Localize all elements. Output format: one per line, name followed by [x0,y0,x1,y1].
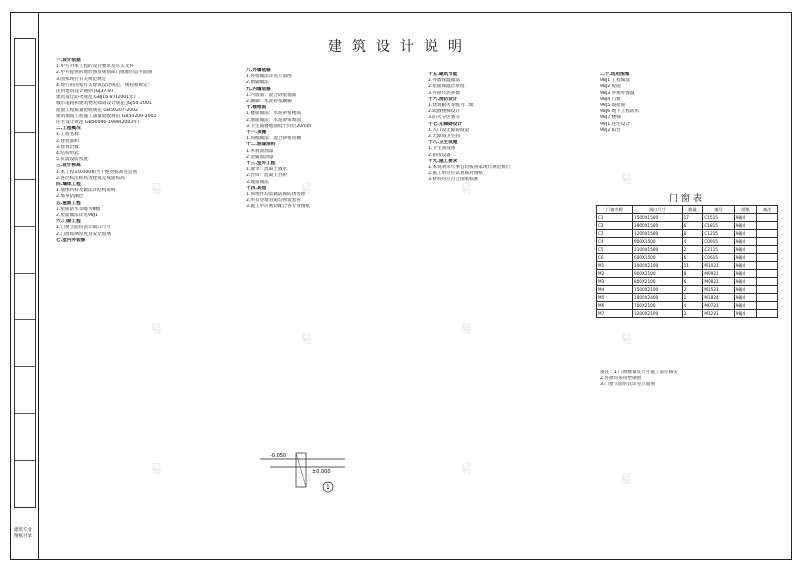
col1-line: 3.国家现行有关规范规定 [56,76,107,82]
table-cell: 600X1500 [633,254,683,262]
table-cell: 98J4 [734,286,756,294]
table-cell: 700X2100 [633,302,683,310]
notes-column-4 [600,72,785,134]
table-note-line: 2.外窗均采用塑钢窗 [600,376,642,382]
table-cell: 17 [682,214,703,222]
col3-line: 2.疏散楼梯设计 [428,109,460,115]
table-cell: C0915 [703,238,735,246]
table-cell: 98J4 [734,222,756,230]
side-label-1: 建筑专业 [14,528,32,533]
table-cell: M2 [597,270,633,278]
col1-line: 2.屋面做法详见98J1 [56,213,99,219]
notes-column-3 [428,72,603,184]
table-cell: 1200X1500 [633,230,683,238]
col2-line: 八.外墙装修 [246,68,271,73]
table-cell [757,310,778,318]
col3-line: 十九.施工要求 [428,158,458,164]
detail-circle-number: 1 [326,484,330,491]
table-cell: 2100X1500 [633,246,683,254]
table-row [597,270,778,278]
table-cell: M0821 [703,278,735,286]
table-cell: 98J4 [734,302,756,310]
col3-line: 十八.卫生设施 [428,140,458,146]
table-cell [757,222,778,230]
watermark-glyph: 易 [300,472,313,486]
table-cell [757,302,778,310]
table-cell: 8 [682,230,703,238]
col1-line: 2.各层标注标高为建筑完成面标高 [56,175,125,181]
col1-line: 3.建筑层数： [56,144,84,150]
table-row [597,222,778,230]
table-cell [757,294,778,302]
table-cell: 1500X2100 [633,286,683,294]
table-cell [757,254,778,262]
table-cell: C5 [597,246,633,254]
table-cell: 1500X1500 [633,214,683,222]
col1-line: 二.工程概况 [56,126,81,132]
table-cell: C1 [597,214,633,222]
col2-line: 十.楼地面 [246,105,267,111]
watermark-glyph: 易 [150,182,163,196]
table-cell [757,278,778,286]
table-cell: C1815 [703,222,735,230]
col4-line: 98J4 门窗 [600,96,621,102]
col3-line: 3.材料均应符合国家标准 [428,177,479,183]
col4-line: 98J2 屋面 [600,84,621,90]
col1-line: 民用建筑设计通则 JGJ37-87 [56,89,114,95]
door-window-table [596,205,778,318]
col1-line: 2.门窗玻璃厚度及安全玻璃 [56,231,111,237]
table-cell: M1021 [703,262,735,270]
col4-line: 二十.选用图集 [600,72,630,77]
table-cell: 98J4 [734,278,756,286]
table-cell: 98J4 [734,294,756,302]
table-cell: C6 [597,254,633,262]
col1-line: 2.建筑面积： [56,138,84,144]
watermark-glyph: 易 [300,182,313,196]
table-cell: 6 [682,278,703,286]
table-cell: 98J4 [734,270,756,278]
watermark-glyph: 易 [620,472,633,486]
col3-line: 1.外墙保温做法 [428,78,460,84]
table-cell: 2 [682,286,703,294]
table-cell: 98J4 [734,262,756,270]
col1-line: 1.墙体材料及做法详结构说明 [56,188,116,194]
col1-line: 建筑设计防火规范 GBJ16-87(2001年) [56,95,136,101]
table-notes [600,370,780,389]
col4-line: 99J1 住宅设计 [600,121,630,127]
col1-line: 2.甲方提供的地形图及规划部门批准的总平面图 [56,70,153,76]
col3-line: 十五.建筑节能 [428,72,458,77]
col2-line: 1.散水：混凝土散水 [246,167,288,173]
col3-line: 十六.消防设计 [428,96,458,102]
table-cell: C2115 [703,246,735,254]
table-cell: 11 [682,262,703,270]
col2-line: 1.预埋件均需做防腐防锈处理 [246,192,306,198]
table-cell: M0721 [703,302,735,310]
table-row [597,310,778,318]
table-cell: C2 [597,222,633,230]
table-cell: 900X2100 [633,270,683,278]
table-cell: M7 [597,310,633,318]
watermark-glyph: 易 [460,182,473,196]
watermark-glyph: 易 [460,462,473,476]
col1-line: 1.工程名称： [56,132,84,138]
col2-line: 3.卫生间楼地面低于同层20mm [246,123,312,129]
table-row [597,302,778,310]
col1-line: 四.墙体工程 [56,182,81,188]
col1-line: 5.抗震设防烈度： [56,157,93,163]
col1-line: 1.本工程±0.000相当于绝对标高见总图 [56,169,138,175]
table-cell [757,286,778,294]
table-cell [757,262,778,270]
col3-line: 2.屋面保温层厚度 [428,84,465,90]
col2-line: 十一.顶棚 [246,130,267,136]
col2-line: 十二.油漆涂料 [246,142,276,148]
table-row [597,294,778,302]
table-cell: 4 [682,238,703,246]
side-labels [14,528,32,540]
col1-line: 1.甲方对本工程的设计要求及有关文件 [56,64,134,70]
table-header-cell: 备注 [757,206,778,214]
col2-line: 2.地面做法：水泥砂浆地面 [246,117,301,123]
table-header-cell: 门窗名称 [597,206,633,214]
table-cell: 8 [682,270,703,278]
col1-line: 4.结构形式： [56,151,84,157]
col1-line: 1.门窗立面均表示洞口尺寸 [56,225,111,231]
table-cell [757,230,778,238]
table-row [597,262,778,270]
table-header-cell: 数量 [682,206,703,214]
inner-frame-line [38,12,39,560]
table-row [597,286,778,294]
title-block-strip [14,38,36,508]
table-cell: 1800X1500 [633,222,683,230]
detail-label-bottom: ±0.000 [312,469,331,475]
col1-line: 4.现行的国家有关建筑设计规范、规程和规定： [56,82,153,88]
notes-column-1 [56,58,236,244]
col1-line: 七.室内外装修 [56,237,86,243]
table-cell: M6 [597,302,633,310]
col1-line: 1.屋面防水等级为Ⅲ级 [56,206,101,212]
notes-column-2 [246,68,421,211]
col4-line: 98J5 坡屋面 [600,103,626,109]
table-cell [757,246,778,254]
table-note-line: 备注：1.门窗数量及尺寸施工前应核实 [600,370,678,375]
table-cell [757,238,778,246]
table-cell: 2 [682,310,703,318]
table-cell: 800X2100 [633,278,683,286]
col1-line: 建筑地面工程施工质量验收规范 GB50209-2002 [56,113,157,119]
table-cell: C1515 [703,214,735,222]
door-window-table-title: 门窗表 [668,194,705,204]
table-header-cell: 图集 [734,206,756,214]
col2-line: 2.踢脚：水泥砂浆踢脚 [246,99,292,105]
table-cell: M0921 [703,270,735,278]
col2-line: 十四.其他 [246,185,267,191]
col3-line: 3.防火分区划分 [428,115,460,121]
table-cell: 98J4 [734,254,756,262]
col3-line: 3.外窗传热系数 [428,90,460,96]
table-cell [757,270,778,278]
table-row [597,254,778,262]
table-cell: C4 [597,238,633,246]
table-cell: 1800X2400 [633,294,683,302]
col2-line: 1.楼面做法：水泥砂浆楼面 [246,111,301,117]
table-header-cell: 洞口尺寸 [633,206,683,214]
col3-line: 2.无障碍卫生间 [428,134,460,140]
table-cell: 1 [682,294,703,302]
watermark-glyph: 易 [300,332,313,346]
table-cell: 900X1500 [633,238,683,246]
table-cell [757,214,778,222]
col1-line: 六.门窗工程 [56,219,81,225]
col1-line: 住宅设计规范 GB50096-1999(2003年) [56,120,140,126]
col4-line: 98J7 楼梯 [600,115,621,121]
col2-line: 3.施工中应密切配合各专业图纸 [246,204,311,210]
table-cell: M3 [597,278,633,286]
table-cell: 6 [682,254,703,262]
table-row [597,246,778,254]
table-row [597,214,778,222]
col3-line: 1.建筑耐火等级为二级 [428,103,474,109]
table-cell: C0615 [703,254,735,262]
col2-line: 1.木材面油漆 [246,148,274,154]
col1-line: 三.设计标高 [56,163,81,169]
table-cell: 4 [682,302,703,310]
col4-line: 99J2 阳台 [600,127,621,133]
table-cell: 1200X2100 [633,310,683,318]
col3-line: 2.厨房设备 [428,152,451,158]
table-row [597,238,778,246]
table-cell: 2 [682,246,703,254]
detail-label-top: -0.050 [270,453,287,459]
table-cell: 98J4 [734,214,756,222]
table-header-cell: 编号 [703,206,735,214]
page-title: 建筑设计说明 [328,39,472,55]
col3-line: 2.施工单位应认真核对图纸 [428,171,483,177]
table-cell: M1221 [703,310,735,318]
col1-line: 2.墙身防潮层 [56,194,84,200]
table-cell: C3 [597,230,633,238]
col2-line: 2.所有穿墙管道均预留套管 [246,198,301,204]
col3-line: 1.卫生间设备 [428,146,456,152]
watermark-glyph: 易 [150,462,163,476]
col2-line: 2.金属面油漆 [246,154,274,160]
col1-line: 城市道路和建筑物无障碍设计规范 JGJ50-2001 [56,101,152,107]
side-label-2: 图纸目录 [14,534,32,539]
watermark-glyph: 易 [150,322,163,336]
table-row [597,278,778,286]
col2-line: 十三.室外工程 [246,161,276,167]
col4-line: 98J3 外墙外保温 [600,90,635,96]
col4-line: 98J1 工程做法 [600,78,630,84]
table-cell: M5 [597,294,633,302]
col2-line: 1.外墙做法详见立面图 [246,74,292,80]
col3-line: 1.入口设无障碍坡道 [428,127,470,133]
col3-line: 十七.无障碍设计 [428,121,462,127]
table-cell: M4 [597,286,633,294]
table-note-line: 3.门窗立面形式详见立面图 [600,382,655,388]
col2-line: 3.坡道做法 [246,179,269,185]
table-cell: 98J4 [734,246,756,254]
col1-line: 一.设计依据 [56,58,81,63]
watermark-glyph: 易 [460,322,473,336]
col4-line: 98J6 地下工程防水 [600,109,640,115]
col2-line: 1.内墙面：混合砂浆墙面 [246,92,297,98]
watermark-glyph: 易 [620,172,633,186]
table-cell: M1824 [703,294,735,302]
table-cell: M1521 [703,286,735,294]
col2-line: 2.台阶：混凝土台阶 [246,173,288,179]
table-cell: 98J4 [734,230,756,238]
table-cell: M1 [597,262,633,270]
table-cell: 1000X2100 [633,262,683,270]
table-cell: 6 [682,222,703,230]
col1-line: 五.屋面工程 [56,200,81,206]
col2-line: 2.勒脚做法 [246,80,269,86]
col2-line: 1.顶棚做法：混合砂浆顶棚 [246,136,301,142]
table-row [597,230,778,238]
table-cell: 98J4 [734,238,756,246]
watermark-glyph: 易 [620,332,633,346]
table-cell: C1215 [703,230,735,238]
col1-line: 屋面工程质量验收规范 GB50207-2002 [56,107,139,113]
table-cell: 98J4 [734,310,756,318]
col3-line: 1.本说明未尽事宜均按国家现行规范执行 [428,165,511,171]
col2-line: 九.内墙装修 [246,86,271,92]
